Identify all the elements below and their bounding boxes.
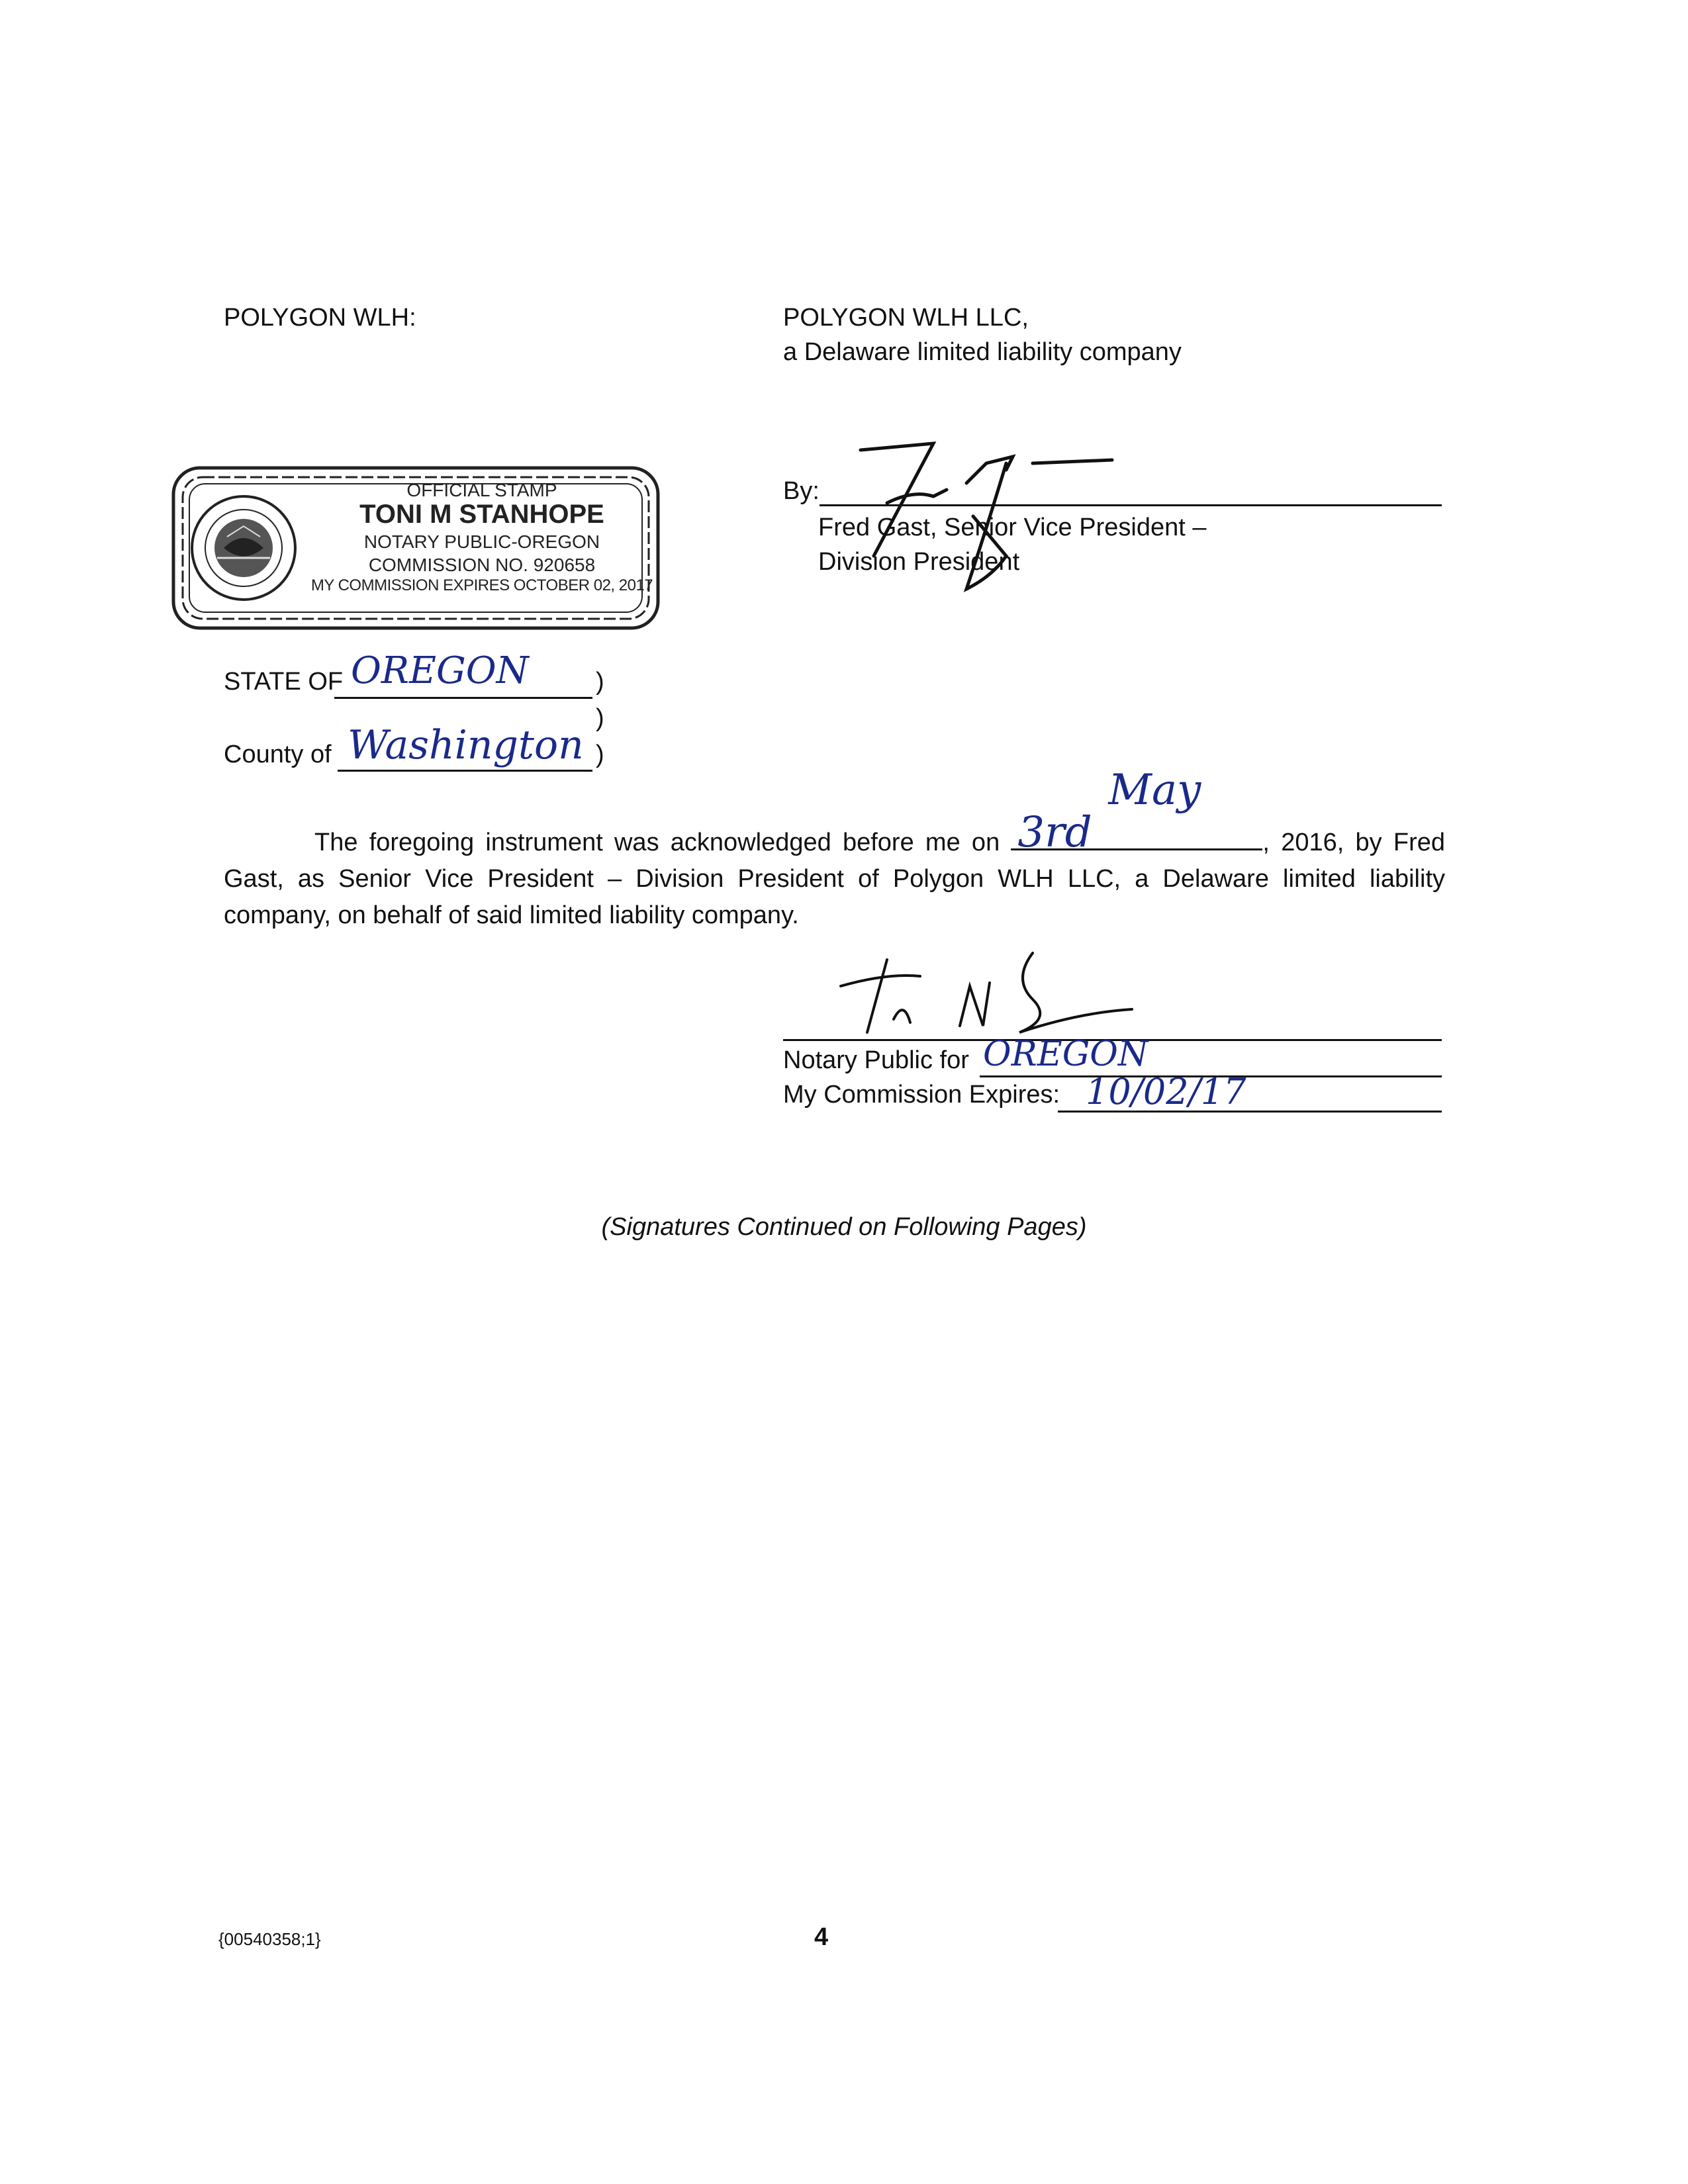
page-number: 4 xyxy=(814,1923,829,1951)
notary-stamp xyxy=(171,465,661,631)
state-value: OREGON xyxy=(351,649,529,692)
county-label: County of xyxy=(224,741,332,768)
date-value: May 3rd xyxy=(1017,766,1201,857)
commission-expires-label: My Commission Expires: xyxy=(783,1081,1060,1109)
by-label: By: xyxy=(783,477,820,505)
notary-public-for-value: OREGON xyxy=(983,1034,1149,1074)
acknowledgment-text-2: , 2016, by Fred Gast, as Senior Vice President – Division President of Polygon WLH LLC, a Delaware limited liability company, on behalf of said limited liability company. xyxy=(224,829,1445,929)
stamp-line-official: OFFICIAL STAMP xyxy=(406,480,557,500)
state-label: STATE OF xyxy=(224,668,344,696)
left-party-label: POLYGON WLH: xyxy=(224,304,416,332)
signature-notary xyxy=(814,946,1158,1046)
stamp-line-title: NOTARY PUBLIC-OREGON xyxy=(363,531,600,552)
stamp-line-expires: MY COMMISSION EXPIRES OCTOBER 02, 2017 xyxy=(310,576,653,594)
stamp-line-name: TONI M STANHOPE xyxy=(359,500,604,529)
county-value: Washington xyxy=(348,722,584,768)
oregon-seal-icon xyxy=(192,496,295,600)
commission-expires-value: 10/02/17 xyxy=(1086,1071,1246,1113)
state-line xyxy=(334,697,592,699)
venue-paren-1: ) xyxy=(596,668,604,696)
acknowledgment-text-1: The foregoing instrument was acknowledged before me on xyxy=(314,829,1000,856)
venue-paren-2: ) xyxy=(596,704,604,732)
venue-paren-3: ) xyxy=(596,741,604,768)
signer-line2: Division President xyxy=(818,548,1020,576)
signatures-continued-note: (Signatures Continued on Following Pages) xyxy=(601,1213,1087,1241)
entity-description: a Delaware limited liability company xyxy=(783,338,1182,366)
notary-public-for-label: Notary Public for xyxy=(783,1046,969,1074)
stamp-line-commission: COMMISSION NO. 920658 xyxy=(368,555,596,575)
document-id: {00540358;1} xyxy=(218,1929,321,1949)
signer-line1: Fred Gast, Senior Vice President – xyxy=(818,514,1207,541)
entity-name: POLYGON WLH LLC, xyxy=(783,304,1029,332)
county-line xyxy=(338,770,592,772)
acknowledgment-paragraph xyxy=(224,766,1445,934)
date-blank xyxy=(1011,766,1262,857)
